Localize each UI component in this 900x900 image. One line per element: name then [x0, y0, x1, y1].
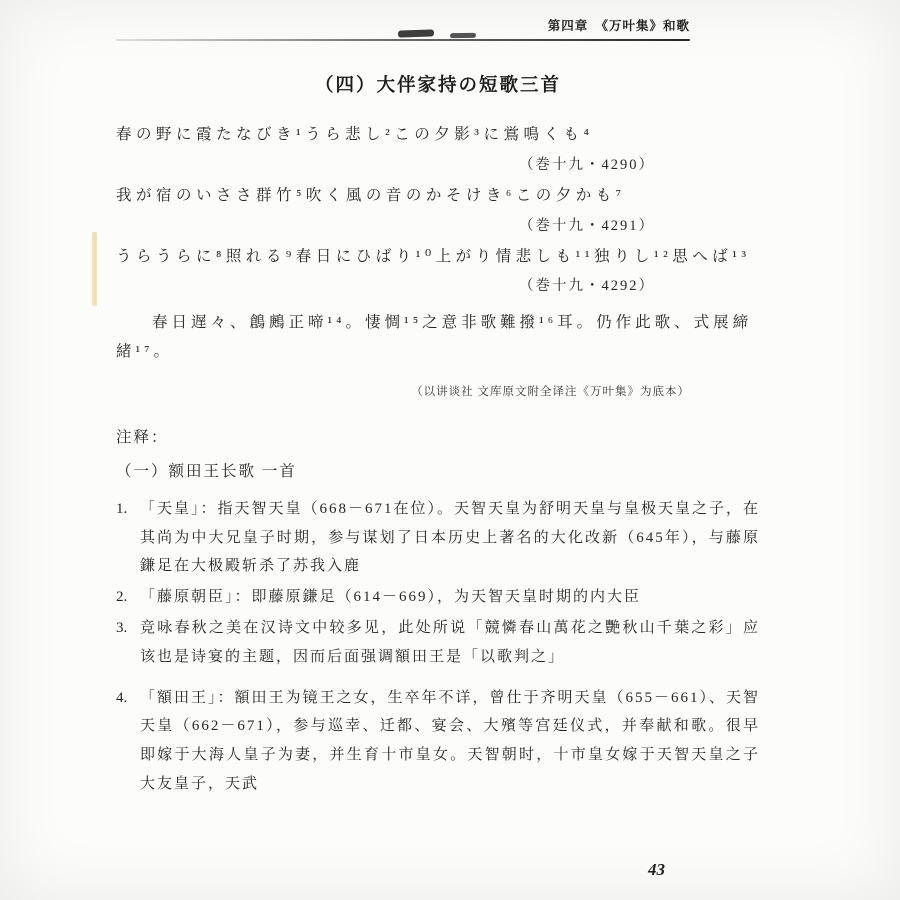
note-text: 「藤原朝臣」：即藤原鎌足（614－669），为天智天皇时期的内大臣	[140, 589, 642, 606]
running-head	[116, 16, 760, 41]
notes-heading: 注释：	[116, 428, 169, 446]
poem-text: 我が宿のいささ群竹⁵吹く風の音のかそけき⁶この夕かも⁷	[116, 186, 626, 204]
source-note: （以讲谈社 文库原文附全译注《万叶集》为底本）	[411, 385, 690, 398]
note-text: 「天皇」：指天智天皇（668－671在位）。天智天皇为舒明天皇与皇极天皇之子，在其尚为中大兄皇子时期，参与谋划了日本历史上著名的大化改新（645年），与藤原鎌足在大极殿斩杀了苏我入鹿	[140, 500, 761, 575]
poem	[116, 245, 760, 296]
poem-text: うらうらに⁸照れる⁹春日にひばり¹⁰上がり情悲しも¹¹独りし¹²思へば¹³	[116, 247, 751, 265]
poem-citation: （巻十九・4292）	[519, 278, 655, 295]
notes-list	[116, 495, 760, 799]
note-text: 竞咏春秋之美在汉诗文中较多见，此处所说「競憐春山萬花之艷秋山千葉之彩」应该也是诗宴的主题，因而后面强调額田王是「以歌判之」	[140, 619, 760, 665]
note-number: 2.	[116, 589, 128, 606]
note-item	[116, 583, 760, 612]
notes-subheading: （一）额田王长歌 一首	[116, 462, 297, 480]
poem-citation: （巻十九・4291）	[519, 217, 655, 234]
poem	[116, 123, 760, 174]
poem-text: 春の野に霞たなびき¹うら悲し²この夕影³に鴬鳴くも⁴	[116, 126, 594, 143]
section-title: （四）大伴家持の短歌三首	[314, 76, 561, 96]
note-text: 「額田王」：額田王为镜王之女，生卒年不详，曾仕于齐明天皇（655－661）、天智天皇（662－671），参与巡幸、迁都、宴会、大殯等宫廷仪式，并奉献和歌。很早即嫁于大海人皇子为妻，并生育十市皇女。天智朝时，十市皇女嫁于天智天皇之子大友皇子，天武	[140, 689, 761, 792]
note-item	[116, 684, 760, 799]
poem-citation: （巻十九・4290）	[519, 156, 655, 173]
binding-mark	[92, 232, 97, 306]
kanbun-paragraph: 春日遅々、鶬鶊正啼¹⁴。悽惆¹⁵之意非歌難撥¹⁶耳。仍作此歌、式展締緒¹⁷。	[116, 314, 753, 361]
poem	[116, 184, 760, 235]
header-rule	[116, 39, 690, 41]
running-head-text: 第四章 《万叶集》和歌	[547, 19, 690, 33]
note-number: 1.	[116, 500, 128, 517]
note-number: 3.	[116, 619, 128, 636]
note-number: 4.	[116, 689, 128, 706]
note-item	[116, 614, 760, 672]
poems-section	[116, 123, 760, 295]
page-number: 43	[648, 860, 665, 879]
note-item	[116, 495, 760, 581]
